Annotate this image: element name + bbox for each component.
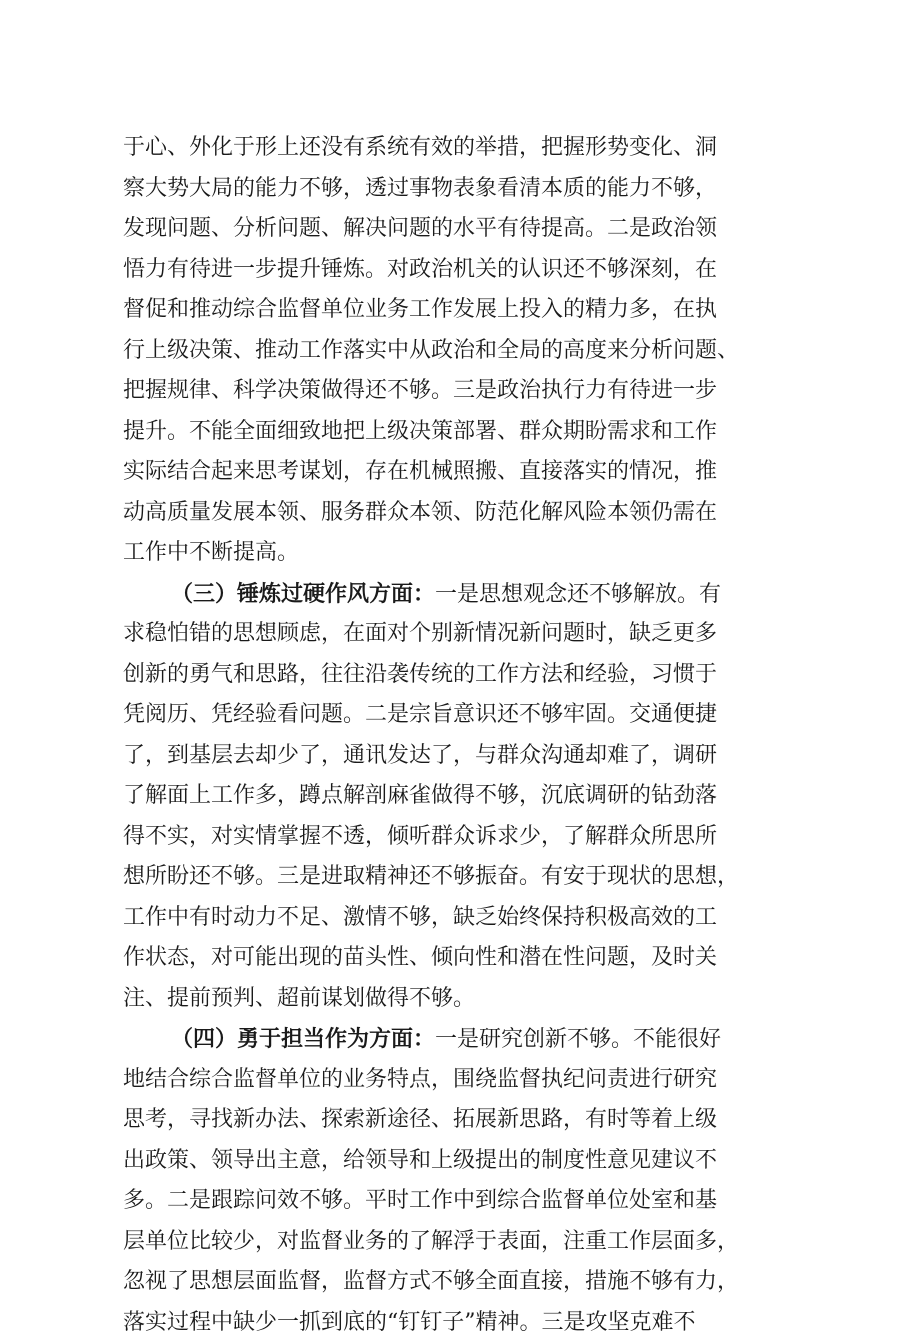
- text-line: 提升。不能全面细致地把上级决策部署、群众期盼需求和工作: [123, 419, 718, 444]
- text-line: 层单位比较少，对监督业务的了解浮于表面，注重工作层面多，: [123, 1229, 740, 1254]
- text-line: 发现问题、分析问题、解决问题的水平有待提高。二是政治领: [123, 216, 718, 241]
- text-line: 于心、外化于形上还没有系统有效的举措，把握形势变化、洞: [123, 135, 718, 160]
- text-line: 求稳怕错的思想顾虑，在面对个别新情况新问题时，缺乏更多: [123, 621, 718, 646]
- text-line: 得不实，对实情掌握不透，倾听群众诉求少，了解群众所思所: [123, 824, 718, 849]
- text-line: 行上级决策、推动工作落实中从政治和全局的高度来分析问题、: [123, 338, 740, 363]
- text-line: 把握规律、科学决策做得还不够。三是政治执行力有待进一步: [123, 378, 718, 403]
- text-line: 悟力有待进一步提升锤炼。对政治机关的认识还不够深刻，在: [123, 257, 718, 282]
- text-line: [171, 575, 909, 613]
- text-line: 工作中不断提高。: [123, 540, 300, 565]
- text-line: 出政策、领导出主意，给领导和上级提出的制度性意见建议不: [123, 1148, 718, 1173]
- text-line: [171, 1020, 909, 1058]
- text-line: 想所盼还不够。三是进取精神还不够振奋。有安于现状的思想，: [123, 864, 740, 889]
- text-line: 了，到基层去却少了，通讯发达了，与群众沟通却难了，调研: [123, 743, 718, 768]
- text-line: 忽视了思想层面监督，监督方式不够全面直接，措施不够有力，: [123, 1269, 740, 1294]
- text-line: 工作中有时动力不足、激情不够，缺乏始终保持积极高效的工: [123, 905, 718, 930]
- text-line: 注、提前预判、超前谋划做得不够。: [123, 986, 476, 1011]
- text-line: 创新的勇气和思路，往往沿袭传统的工作方法和经验，习惯于: [123, 662, 718, 687]
- section-heading: （四）勇于担当作为方面：: [171, 1026, 436, 1052]
- text-line: 了解面上工作多，蹲点解剖麻雀做得不够，沉底调研的钻劲落: [123, 783, 718, 808]
- text-line: 落实过程中缺少一抓到底的“钉钉子”精神。三是攻坚克难不: [123, 1310, 696, 1335]
- section-heading: （三）锤炼过硬作风方面：: [171, 581, 436, 607]
- text-line: 多。二是跟踪问效不够。平时工作中到综合监督单位处室和基: [123, 1188, 718, 1213]
- text-line: 察大势大局的能力不够，透过事物表象看清本质的能力不够，: [123, 176, 718, 201]
- text-line: 地结合综合监督单位的业务特点，围绕监督执纪问责进行研究: [123, 1067, 718, 1092]
- text-line: 督促和推动综合监督单位业务工作发展上投入的精力多，在执: [123, 297, 718, 322]
- line-text: 一是研究创新不够。不能很好: [435, 1027, 722, 1052]
- text-line: 实际结合起来思考谋划，存在机械照搬、直接落实的情况，推: [123, 459, 718, 484]
- text-line: 作状态，对可能出现的苗头性、倾向性和潜在性问题，及时关: [123, 945, 718, 970]
- text-line: 动高质量发展本领、服务群众本领、防范化解风险本领仍需在: [123, 500, 718, 525]
- text-line: 思考，寻找新办法、探索新途径、拓展新思路，有时等着上级: [123, 1107, 718, 1132]
- text-line: 凭阅历、凭经验看问题。二是宗旨意识还不够牢固。交通便捷: [123, 702, 718, 727]
- line-text: 一是思想观念还不够解放。有: [435, 582, 722, 607]
